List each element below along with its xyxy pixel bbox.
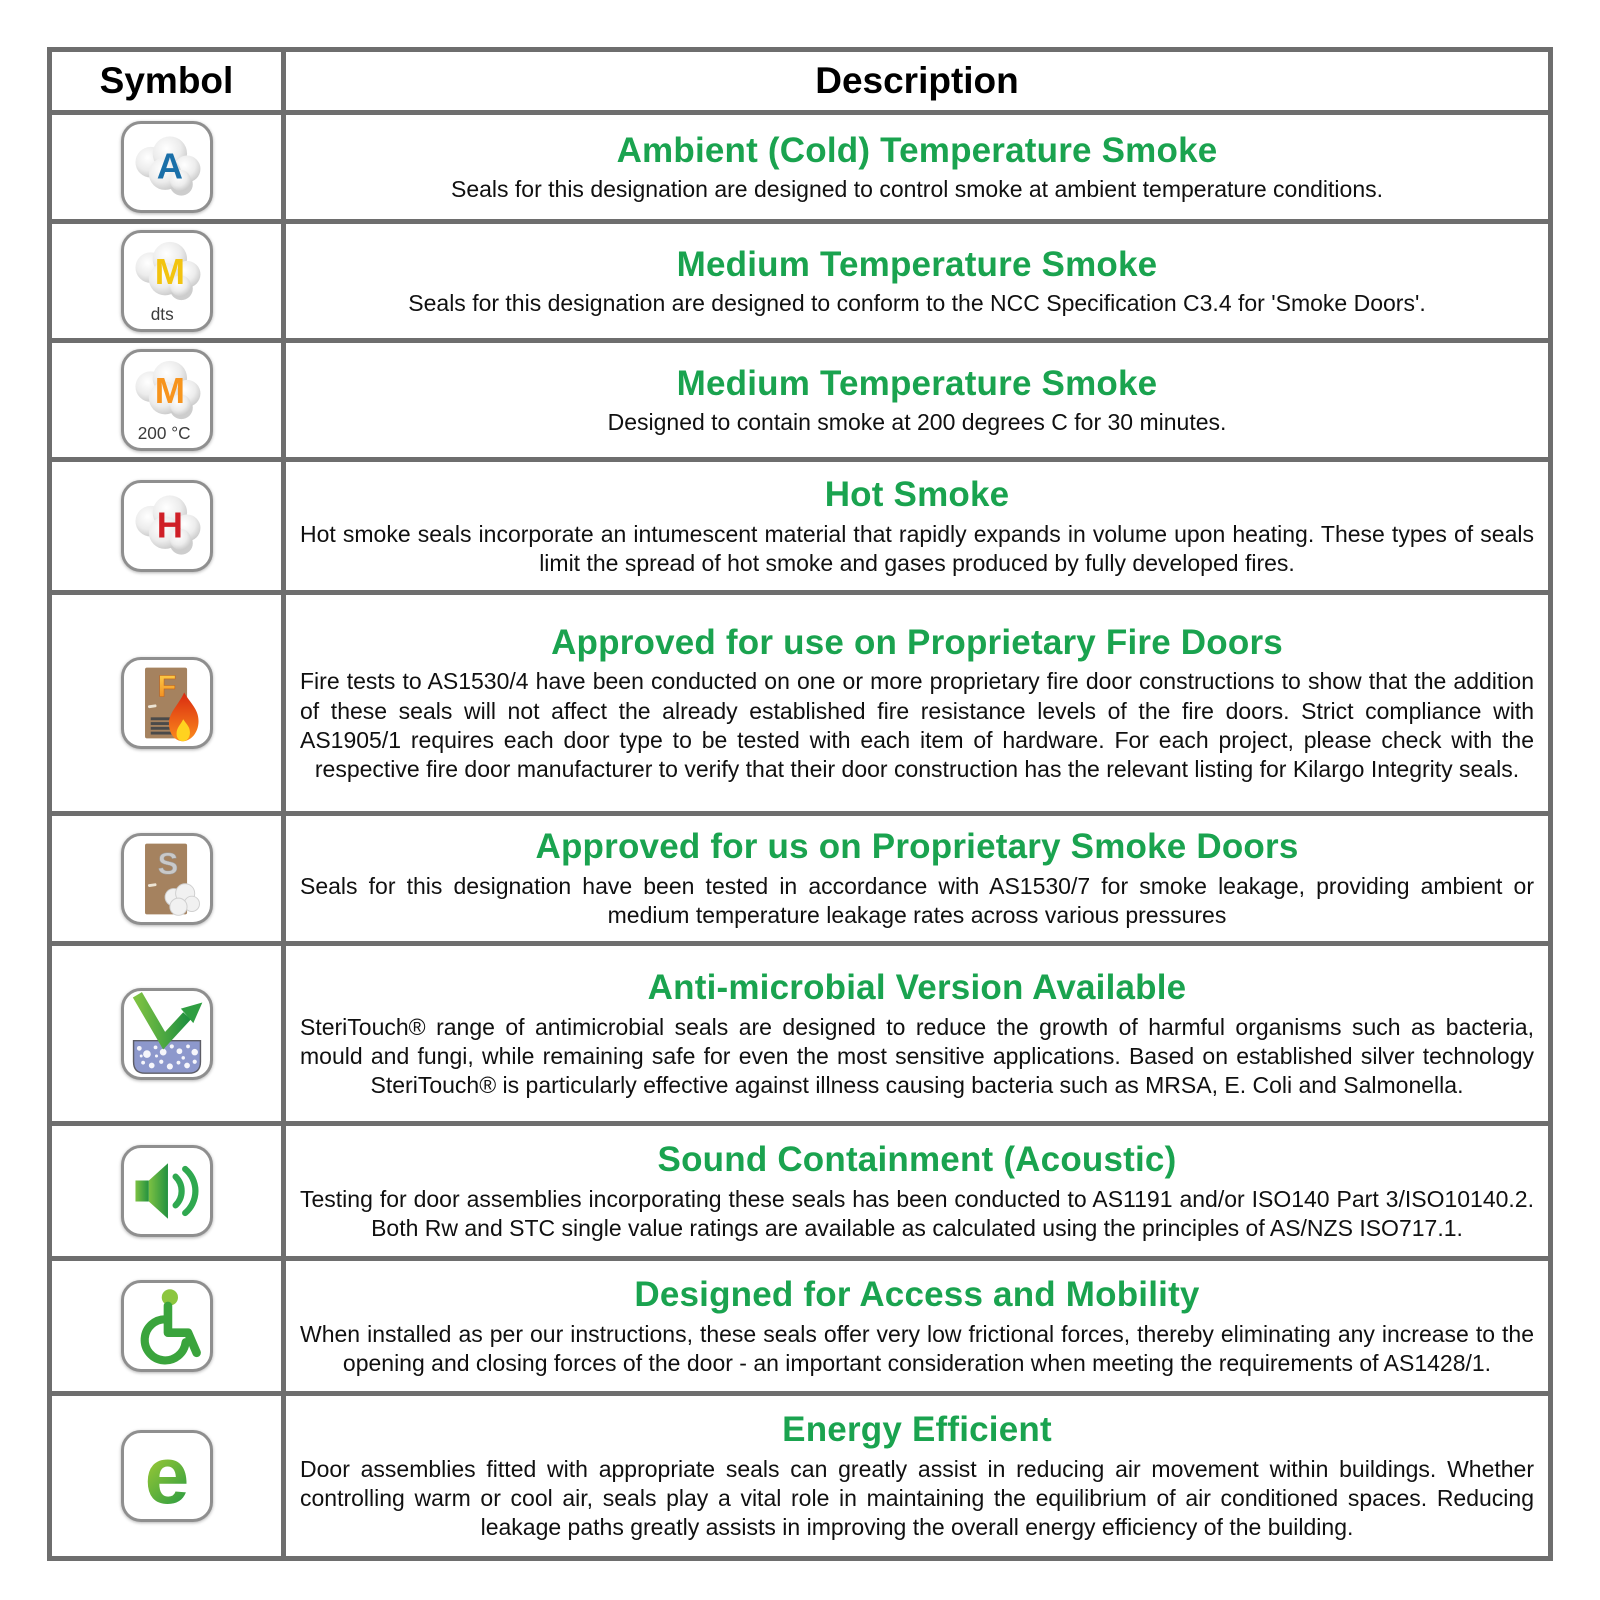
table-row	[52, 595, 1548, 816]
description-cell	[286, 343, 1548, 457]
wheelchair-icon	[121, 1280, 213, 1372]
table-row	[52, 1126, 1548, 1261]
svg-text:200 °C: 200 °C	[137, 423, 191, 444]
description-cell	[286, 595, 1548, 811]
row-title: Anti-microbial Version Available	[647, 967, 1187, 1007]
symbol-cell	[52, 343, 286, 457]
speaker-icon	[121, 1145, 213, 1237]
antimicrobial-icon	[121, 988, 213, 1080]
cloud-medium-dts-icon	[121, 230, 213, 332]
svg-text:M: M	[154, 250, 185, 292]
table-row	[52, 1396, 1548, 1556]
symbol-cell	[52, 1261, 286, 1391]
symbol-cell	[52, 946, 286, 1121]
table-row	[52, 343, 1548, 462]
row-title: Sound Containment (Acoustic)	[657, 1139, 1177, 1179]
cloud-medium-200c-icon	[121, 349, 213, 451]
row-title: Medium Temperature Smoke	[676, 363, 1158, 403]
energy-icon	[121, 1430, 213, 1522]
symbol-cell	[52, 224, 286, 338]
svg-text:A: A	[156, 145, 183, 187]
table-row	[52, 1261, 1548, 1396]
table-row	[52, 816, 1548, 946]
svg-text:S: S	[157, 846, 178, 881]
row-body: SteriTouch® range of antimicrobial seals are designed to reduce the growth of harmful organisms such as bacteria, mould and fungi, while remaining safe for even the most sensitive applications. Based on established silver technology SteriTouch® is particularly effective against illness causing bacteria such as MRSA, E. Coli and Salmonella.	[300, 1013, 1534, 1098]
row-title: Designed for Access and Mobility	[634, 1274, 1200, 1314]
row-body: Seals for this designation have been tested in accordance with AS1530/7 for smoke leakage, providing ambient or medium temperature leakage rates across various pressures	[300, 873, 1534, 929]
svg-text:M: M	[154, 369, 185, 411]
description-column-header: Description	[815, 60, 1019, 101]
row-body: Fire tests to AS1530/4 have been conducted on one or more proprietary fire door constructions to show that the addition of these seals will not affect the already established fire resistance levels of the fire doors. Strict compliance with AS1905/1 requires each door type to be tested with each item of hardware. For each project, please check with the respective fire door manufacturer to verify that their door construction has the relevant listing for Kilargo Integrity seals.	[300, 668, 1534, 783]
row-body: Seals for this designation are designed to conform to the NCC Specification C3.4 for 'Smoke Doors'.	[408, 290, 1426, 317]
row-body: Designed to contain smoke at 200 degrees C for 30 minutes.	[607, 409, 1227, 436]
row-title: Medium Temperature Smoke	[676, 244, 1158, 284]
svg-text:e: e	[144, 1433, 189, 1519]
symbol-column-header: Symbol	[99, 60, 234, 101]
row-body: Seals for this designation are designed to control smoke at ambient temperature conditions.	[450, 176, 1384, 203]
description-cell	[286, 224, 1548, 338]
row-title: Approved for use on Proprietary Fire Doors	[551, 622, 1283, 662]
cloud-ambient-icon	[121, 121, 213, 213]
symbol-cell	[52, 462, 286, 590]
description-cell	[286, 946, 1548, 1121]
svg-text:H: H	[156, 504, 183, 546]
description-cell	[286, 462, 1548, 590]
row-title: Ambient (Cold) Temperature Smoke	[616, 130, 1218, 170]
description-cell	[286, 1261, 1548, 1391]
description-cell	[286, 816, 1548, 941]
description-cell	[286, 1126, 1548, 1256]
symbol-cell	[52, 1126, 286, 1256]
cloud-hot-icon	[121, 480, 213, 572]
header-cell-description	[286, 52, 1548, 110]
table-row	[52, 462, 1548, 595]
row-body: When installed as per our instructions, these seals offer very low frictional forces, thereby eliminating any increase to the opening and closing forces of the door - an important consideration when meeting the requirements of AS1428/1.	[300, 1320, 1534, 1376]
row-title: Energy Efficient	[782, 1410, 1052, 1450]
symbol-description-table	[47, 47, 1553, 1561]
table-header-row	[52, 52, 1548, 115]
header-cell-symbol	[52, 52, 286, 110]
symbol-cell	[52, 115, 286, 219]
description-cell	[286, 1396, 1548, 1556]
table-row	[52, 946, 1548, 1126]
row-body: Door assemblies fitted with appropriate seals can greatly assist in reducing air movement within buildings. Whether controlling warm or cool air, seals play a vital role in maintaining the equilibrium of air conditioned spaces. Reducing leakage paths greatly assists in improving the overall energy efficiency of the building.	[300, 1456, 1534, 1541]
table-row	[52, 224, 1548, 343]
svg-text:dts: dts	[150, 304, 174, 325]
symbol-cell	[52, 816, 286, 941]
row-body: Hot smoke seals incorporate an intumescent material that rapidly expands in volume upon heating. These types of seals limit the spread of hot smoke and gases produced by fully developed fires.	[300, 520, 1534, 576]
table-row	[52, 115, 1548, 224]
description-cell	[286, 115, 1548, 219]
row-title: Hot Smoke	[824, 474, 1010, 514]
fire-door-icon	[121, 657, 213, 749]
row-body: Testing for door assemblies incorporating these seals has been conducted to AS1191 and/or ISO140 Part 3/ISO10140.2. Both Rw and STC single value ratings are available as calculated using the principles of AS/NZS ISO717.1.	[300, 1185, 1534, 1241]
smoke-door-icon	[121, 833, 213, 925]
row-title: Approved for us on Proprietary Smoke Doors	[535, 827, 1299, 867]
symbol-cell	[52, 1396, 286, 1556]
symbol-cell	[52, 595, 286, 811]
svg-text:F: F	[157, 669, 176, 704]
